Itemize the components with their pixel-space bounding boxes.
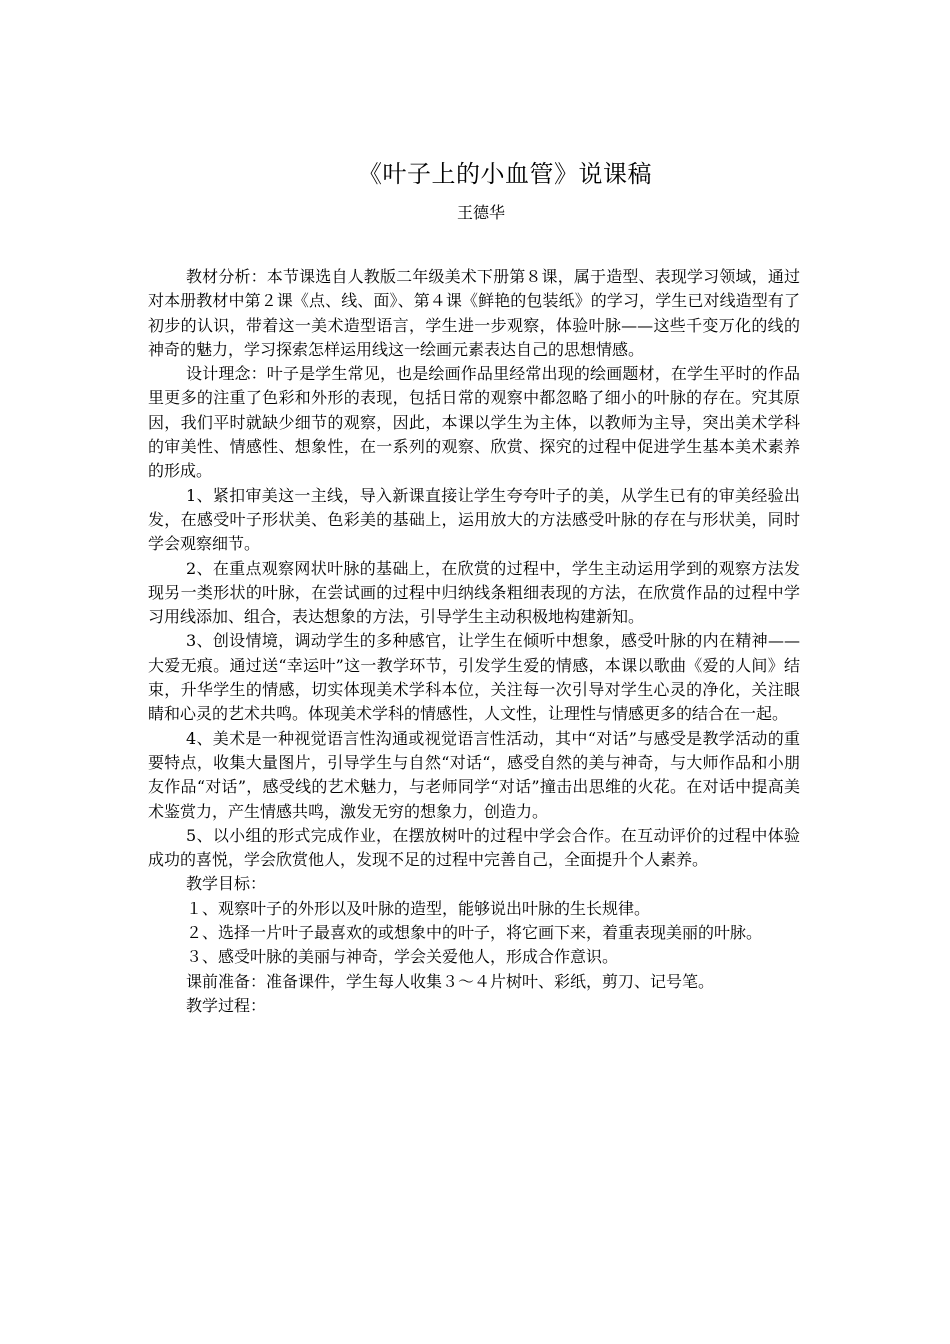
paragraph-point-3: 3、创设情境，调动学生的多种感官，让学生在倾听中想象，感受叶脉的内在精神——大爱无痕。通过送“幸运叶”这一教学环节，引发学生爱的情感，本课以歌曲《爱的人间》结束，升华学生的情感，切实体现美术学科本位，关注每一次引导对学生心灵的净化，关注眼睛和心灵的艺术共鸣。体现美术学科的情感性，人文性，让理性与情感更多的结合在一起。 xyxy=(148,631,800,724)
document-body xyxy=(148,265,800,1018)
paragraph-goal-2: ２、选择一片叶子最喜欢的或想象中的叶子，将它画下来，着重表现美丽的叶脉。 xyxy=(186,923,763,943)
paragraph-point-5: 5、以小组的形式完成作业，在摆放树叶的过程中学会合作。在互动评价的过程中体验成功的喜悦，学会欣赏他人，发现不足的过程中完善自己，全面提升个人素养。 xyxy=(148,825,800,870)
paragraph-point-4: 4、美术是一种视觉语言性沟通或视觉语言性活动，其中“对话”与感受是教学活动的重要特点，收集大量图片，引导学生与自然“对话“，感受自然的美与神奇，与大师作品和小朋友作品“对话”，感受线的艺术魅力，与老师同学“对话”撞击出思维的火花。在对话中提高美术鉴赏力，产生情感共鸣，激发无穷的想象力，创造力。 xyxy=(148,728,800,821)
document-title: 《叶子上的小血管》说课稿 xyxy=(358,160,652,188)
paragraph-textbook-analysis: 教材分析：本节课选自人教版二年级美术下册第８课，属于造型、表现学习领域，通过对本册教材中第２课《点、线、面》、第４课《鲜艳的包装纸》的学习，学生已对线造型有了初步的认识，带着这一美术造型语言，学生进一步观察，体验叶脉——这些千变万化的线的神奇的魅力，学习探索怎样运用线这一绘画元素表达自己的思想情感。 xyxy=(148,267,800,359)
document-author: 王德华 xyxy=(456,203,505,222)
paragraph-teaching-process-heading: 教学过程： xyxy=(186,995,267,1015)
paragraph-teaching-goals-heading: 教学目标： xyxy=(186,874,267,894)
paragraph-point-2: 2、在重点观察网状叶脉的基础上，在欣赏的过程中，学生主动运用学到的观察方法发现另一类形状的叶脉，在尝试画的过程中归纳线条粗细表现的方法，在欣赏作品的过程中学习用线添加、组合，表达想象的方法，引导学生主动积极地构建新知。 xyxy=(148,558,800,627)
paragraph-preparation: 课前准备：准备课件，学生每人收集３～４片树叶、彩纸，剪刀、记号笔。 xyxy=(186,971,715,991)
paragraph-goal-1: １、观察叶子的外形以及叶脉的造型，能够说出叶脉的生长规律。 xyxy=(186,898,651,918)
paragraph-design-concept: 设计理念：叶子是学生常见，也是绘画作品里经常出现的绘画题材，在学生平时的作品里更多的注重了色彩和外形的表现，包括日常的观察中都忽略了细小的叶脉的存在。究其原因，我们平时就缺少细节的观察，因此，本课以学生为主体，以教师为主导，突出美术学科的审美性、情感性、想象性，在一系列的观察、欣赏、探究的过程中促进学生基本美术素养的形成。 xyxy=(148,364,800,481)
paragraph-point-1: 1、紧扣审美这一主线，导入新课直接让学生夸夸叶子的美，从学生已有的审美经验出发，在感受叶子形状美、色彩美的基础上，运用放大的方法感受叶脉的存在与形状美，同时学会观察细节。 xyxy=(148,485,800,554)
paragraph-goal-3: ３、感受叶脉的美丽与神奇，学会关爱他人，形成合作意识。 xyxy=(186,947,619,967)
